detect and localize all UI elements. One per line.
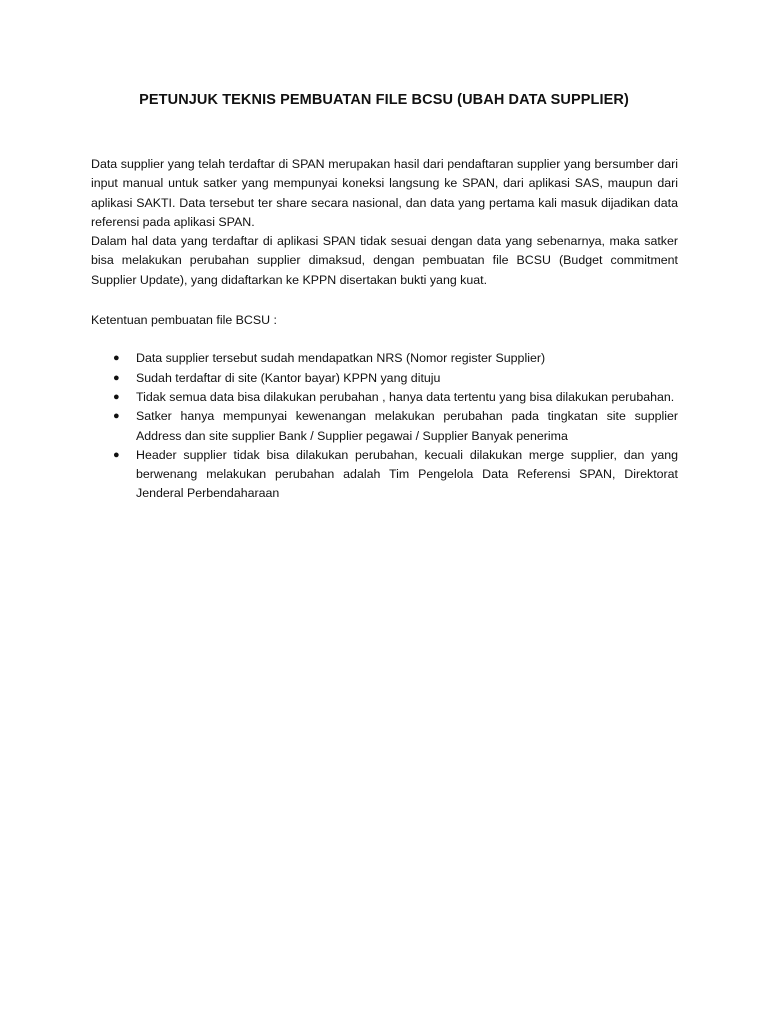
paragraph-intro: Data supplier yang telah terdaftar di SPAN merupakan hasil dari pendaftaran supplier yang bersumber dari input manual untuk satker yang mempunyai koneksi langsung ke SPAN, dari aplikasi SAS, maupun dari aplikasi SAKTI. Data tersebut ter share secara nasional, dan data yang pertama kali masuk dijadikan data referensi pada aplikasi SPAN. [91, 157, 678, 229]
list-item [91, 446, 678, 504]
bullet-icon: ● [113, 352, 120, 365]
list-item-text: Sudah terdaftar di site (Kantor bayar) KPPN yang dituju [136, 370, 441, 385]
bullet-icon: ● [113, 448, 120, 461]
document-title: PETUNJUK TEKNIS PEMBUATAN FILE BCSU (UBAH DATA SUPPLIER) [139, 92, 629, 108]
bullet-icon: ● [113, 390, 120, 403]
document-body [91, 155, 678, 504]
list-item-text: Satker hanya mempunyai kewenangan melakukan perubahan pada tingkatan site supplier Address dan site supplier Bank / Supplier pegawai / Supplier Banyak penerima [136, 409, 678, 443]
bullet-icon: ● [113, 410, 120, 423]
list-heading: Ketentuan pembuatan file BCSU : [91, 313, 277, 328]
list-item-text: Header supplier tidak bisa dilakukan perubahan, kecuali dilakukan merge supplier, dan yang berwenang melakukan perubahan adalah Tim Pengelola Data Referensi SPAN, Direktorat Jenderal Perbendaharaan [136, 447, 678, 501]
list-item [91, 388, 678, 407]
requirements-list [91, 349, 678, 503]
paragraph-change: Dalam hal data yang terdaftar di aplikasi SPAN tidak sesuai dengan data yang sebenarnya, maka satker bisa melakukan perubahan supplier dimaksud, dengan pembuatan file BCSU (Budget commitment Supplier Update), yang didaftarkan ke KPPN disertakan bukti yang kuat. [91, 234, 678, 287]
list-item-text: Data supplier tersebut sudah mendapatkan NRS (Nomor register Supplier) [136, 351, 546, 366]
list-item [91, 349, 678, 368]
list-item [91, 407, 678, 446]
list-item [91, 369, 678, 388]
bullet-icon: ● [113, 371, 120, 384]
list-item-text: Tidak semua data bisa dilakukan perubahan , hanya data tertentu yang bisa dilakukan perubahan. [136, 389, 675, 404]
